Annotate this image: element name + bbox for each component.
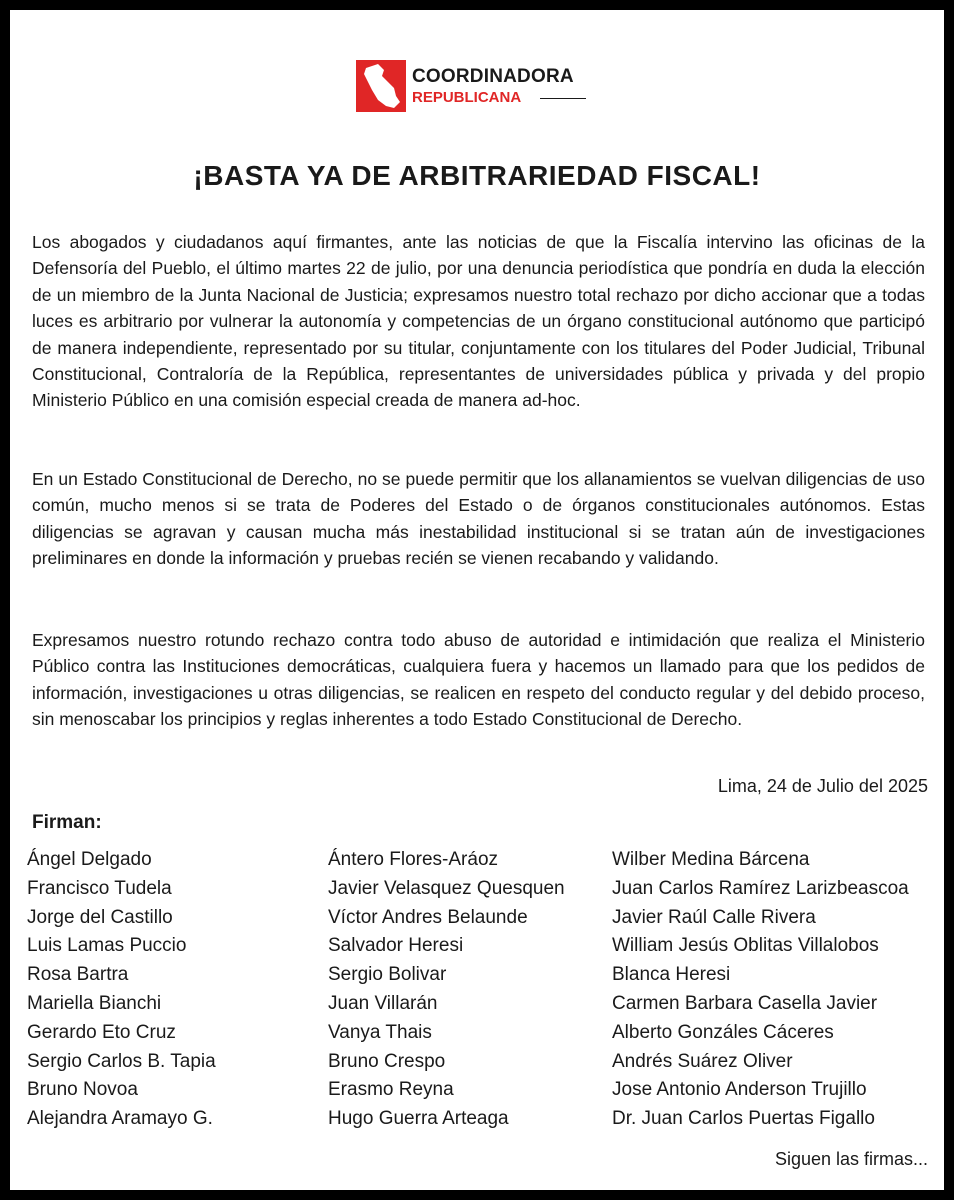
coordinadora-republicana-logo: [356, 60, 596, 112]
paragraph-2: En un Estado Constitucional de Derecho, no se puede permitir que los allanamientos se vuelvan diligencias de uso común, mucho menos si se trata de Poderes del Estado o de órganos constitucionales autónomos. Estas diligencias se agravan y causan mucha más inestabilidad institucional si se tratan aún de investigaciones preliminares en donde la información y pruebas recién se vienen recabando y validando.: [32, 469, 925, 569]
paragraph-1: Los abogados y ciudadanos aquí firmantes, ante las noticias de que la Fiscalía intervino las oficinas de la Defensoría del Pueblo, el último martes 22 de julio, por una denuncia periodística que pondría en duda la elección de un miembro de la Junta Nacional de Justicia; expresamos nuestro total rechazo por dicho accionar que a todas luces es arbitrario por vulnerar la autonomía y competencias de un órgano constitucional autónomo que participó de manera independiente, representado por su titular, conjuntamente con los titulares del Poder Judicial, Tribunal Constitucional, Contraloría de la República, representantes de universidades pública y privada y del propio Ministerio Público en una comisión especial creada de manera ad-hoc.: [32, 232, 925, 411]
signature-column-1: [27, 846, 216, 1134]
signature-name: Juan Carlos Ramírez Larizbeascoa: [612, 877, 909, 899]
signature-name: Víctor Andres Belaunde: [328, 906, 528, 928]
signature-column-2: [328, 846, 565, 1134]
signature-name: Sergio Carlos B. Tapia: [27, 1050, 216, 1072]
signature-name: Jose Antonio Anderson Trujillo: [612, 1079, 867, 1101]
signature-name: William Jesús Oblitas Villalobos: [612, 935, 879, 957]
signature-name: Mariella Bianchi: [27, 992, 162, 1014]
signature-name: Francisco Tudela: [27, 877, 172, 899]
signature-name: Bruno Novoa: [27, 1079, 138, 1101]
signature-name: Javier Raúl Calle Rivera: [612, 906, 816, 928]
signature-name: Dr. Juan Carlos Puertas Figallo: [612, 1108, 875, 1130]
signature-name: Wilber Medina Bárcena: [612, 849, 810, 870]
signature-name: Hugo Guerra Arteaga: [328, 1108, 509, 1130]
statement-title: ¡BASTA YA DE ARBITRARIEDAD FISCAL!: [193, 160, 761, 191]
peru-map-icon: [356, 60, 406, 112]
signature-name: Blanca Heresi: [612, 964, 731, 986]
paragraph-3: Expresamos nuestro rotundo rechazo contra todo abuso de autoridad e intimidación que realiza el Ministerio Público contra las Instituciones democráticas, cualquiera fuera y hacemos un llamado para que los pedidos de información, investigaciones u otras diligencias, se realicen en respeto del conducto regular y del debido proceso, sin menoscabar los principios y reglas inherentes a todo Estado Constitucional de Derecho.: [32, 630, 925, 730]
footer-note: Siguen las firmas...: [774, 1149, 928, 1169]
signature-name: Vanya Thais: [328, 1021, 432, 1043]
signature-name: Andrés Suárez Oliver: [612, 1050, 793, 1072]
signature-name: Ántero Flores-Aráoz: [328, 849, 499, 870]
date-line: Lima, 24 de Julio del 2025: [717, 776, 928, 796]
signature-name: Luis Lamas Puccio: [27, 935, 187, 957]
signature-name: Bruno Crespo: [328, 1050, 446, 1072]
signature-name: Erasmo Reyna: [328, 1079, 454, 1101]
signature-name: Gerardo Eto Cruz: [27, 1021, 176, 1043]
signature-name: Juan Villarán: [328, 992, 438, 1014]
signature-name: Jorge del Castillo: [27, 906, 173, 928]
signature-name: Alberto Gonzáles Cáceres: [612, 1021, 834, 1043]
signature-name: Ángel Delgado: [27, 849, 152, 870]
statement-page: [10, 10, 944, 1190]
logo-rule: [540, 98, 586, 99]
signature-name: Alejandra Aramayo G.: [27, 1108, 213, 1130]
signature-name: Sergio Bolivar: [328, 964, 447, 986]
logo-text-coordinadora: COORDINADORA: [412, 66, 574, 87]
logo-text-republicana: REPUBLICANA: [412, 89, 522, 106]
signature-column-3: [612, 846, 909, 1134]
signature-name: Salvador Heresi: [328, 935, 464, 957]
signature-name: Javier Velasquez Quesquen: [328, 877, 565, 899]
signature-name: Carmen Barbara Casella Javier: [612, 992, 878, 1014]
signature-name: Rosa Bartra: [27, 964, 129, 986]
signatures-heading: Firman:: [32, 812, 102, 833]
